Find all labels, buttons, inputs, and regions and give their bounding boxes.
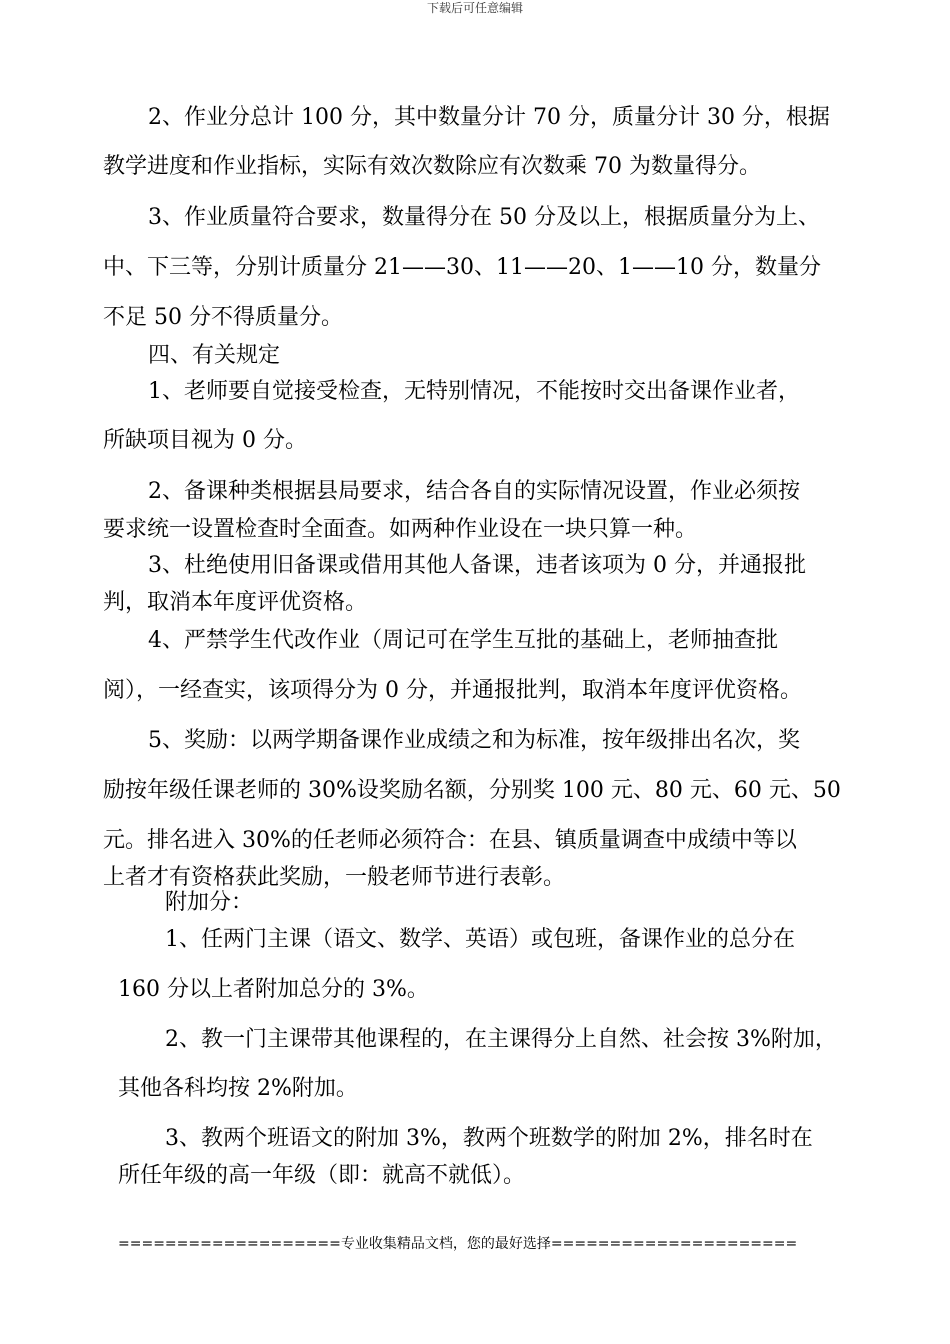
paragraph-line: 元。排名进入 30%的任老师必须符合：在县、镇质量调查中成绩中等以 (103, 828, 797, 853)
paragraph-line: 其他各科均按 2%附加。 (118, 1076, 358, 1101)
page-footer: ===================专业收集精品文档，您的最好选择===================== (118, 1236, 798, 1252)
paragraph-line: 判，取消本年度评优资格。 (103, 590, 368, 615)
paragraph-line: 中、下三等，分别计质量分 21——30、11——20、1——10 分，数量分 (103, 255, 821, 280)
section-heading: 附加分： (165, 890, 254, 915)
paragraph-line: 1、任两门主课（语文、数学、英语）或包班，备课作业的总分在 (165, 927, 795, 952)
paragraph-line: 所任年级的高一年级（即：就高不就低）。 (118, 1163, 526, 1188)
paragraph-line: 励按年级任课老师的 30%设奖励名额，分别奖 100 元、80 元、60 元、50 (103, 778, 841, 803)
paragraph-line: 1、老师要自觉接受检查，无特别情况，不能按时交出备课作业者， (148, 379, 800, 404)
paragraph-line: 要求统一设置检查时全面查。如两种作业设在一块只算一种。 (103, 517, 698, 542)
section-heading: 四、有关规定 (148, 343, 281, 368)
paragraph-line: 2、作业分总计 100 分，其中数量分计 70 分，质量分计 30 分，根据 (148, 105, 830, 130)
paragraph-line: 4、严禁学生代改作业（周记可在学生互批的基础上，老师抽查批 (148, 628, 778, 653)
paragraph-line: 3、教两个班语文的附加 3%，教两个班数学的附加 2%，排名时在 (165, 1126, 813, 1151)
paragraph-line: 阅），一经查实，该项得分为 0 分，并通报批判，取消本年度评优资格。 (103, 678, 802, 703)
paragraph-line: 2、备课种类根据县局要求，结合各自的实际情况设置，作业必须按 (148, 479, 800, 504)
paragraph-line: 上者才有资格获此奖励，一般老师节进行表彰。 (103, 865, 566, 890)
paragraph-line: 5、奖励：以两学期备课作业成绩之和为标准，按年级排出名次，奖 (148, 728, 800, 753)
paragraph-line: 不足 50 分不得质量分。 (103, 305, 343, 330)
paragraph-line: 3、作业质量符合要求，数量得分在 50 分及以上，根据质量分为上、 (148, 205, 820, 230)
paragraph-line: 教学进度和作业指标，实际有效次数除应有次数乘 70 为数量得分。 (103, 154, 761, 179)
paragraph-line: 160 分以上者附加总分的 3%。 (118, 977, 429, 1002)
paragraph-line: 3、杜绝使用旧备课或借用其他人备课，违者该项为 0 分，并通报批 (148, 553, 806, 578)
paragraph-line: 2、教一门主课带其他课程的，在主课得分上自然、社会按 3%附加， (165, 1027, 837, 1052)
paragraph-line: 所缺项目视为 0 分。 (103, 428, 307, 453)
page-header: 下载后可任意编辑 (426, 1, 523, 15)
